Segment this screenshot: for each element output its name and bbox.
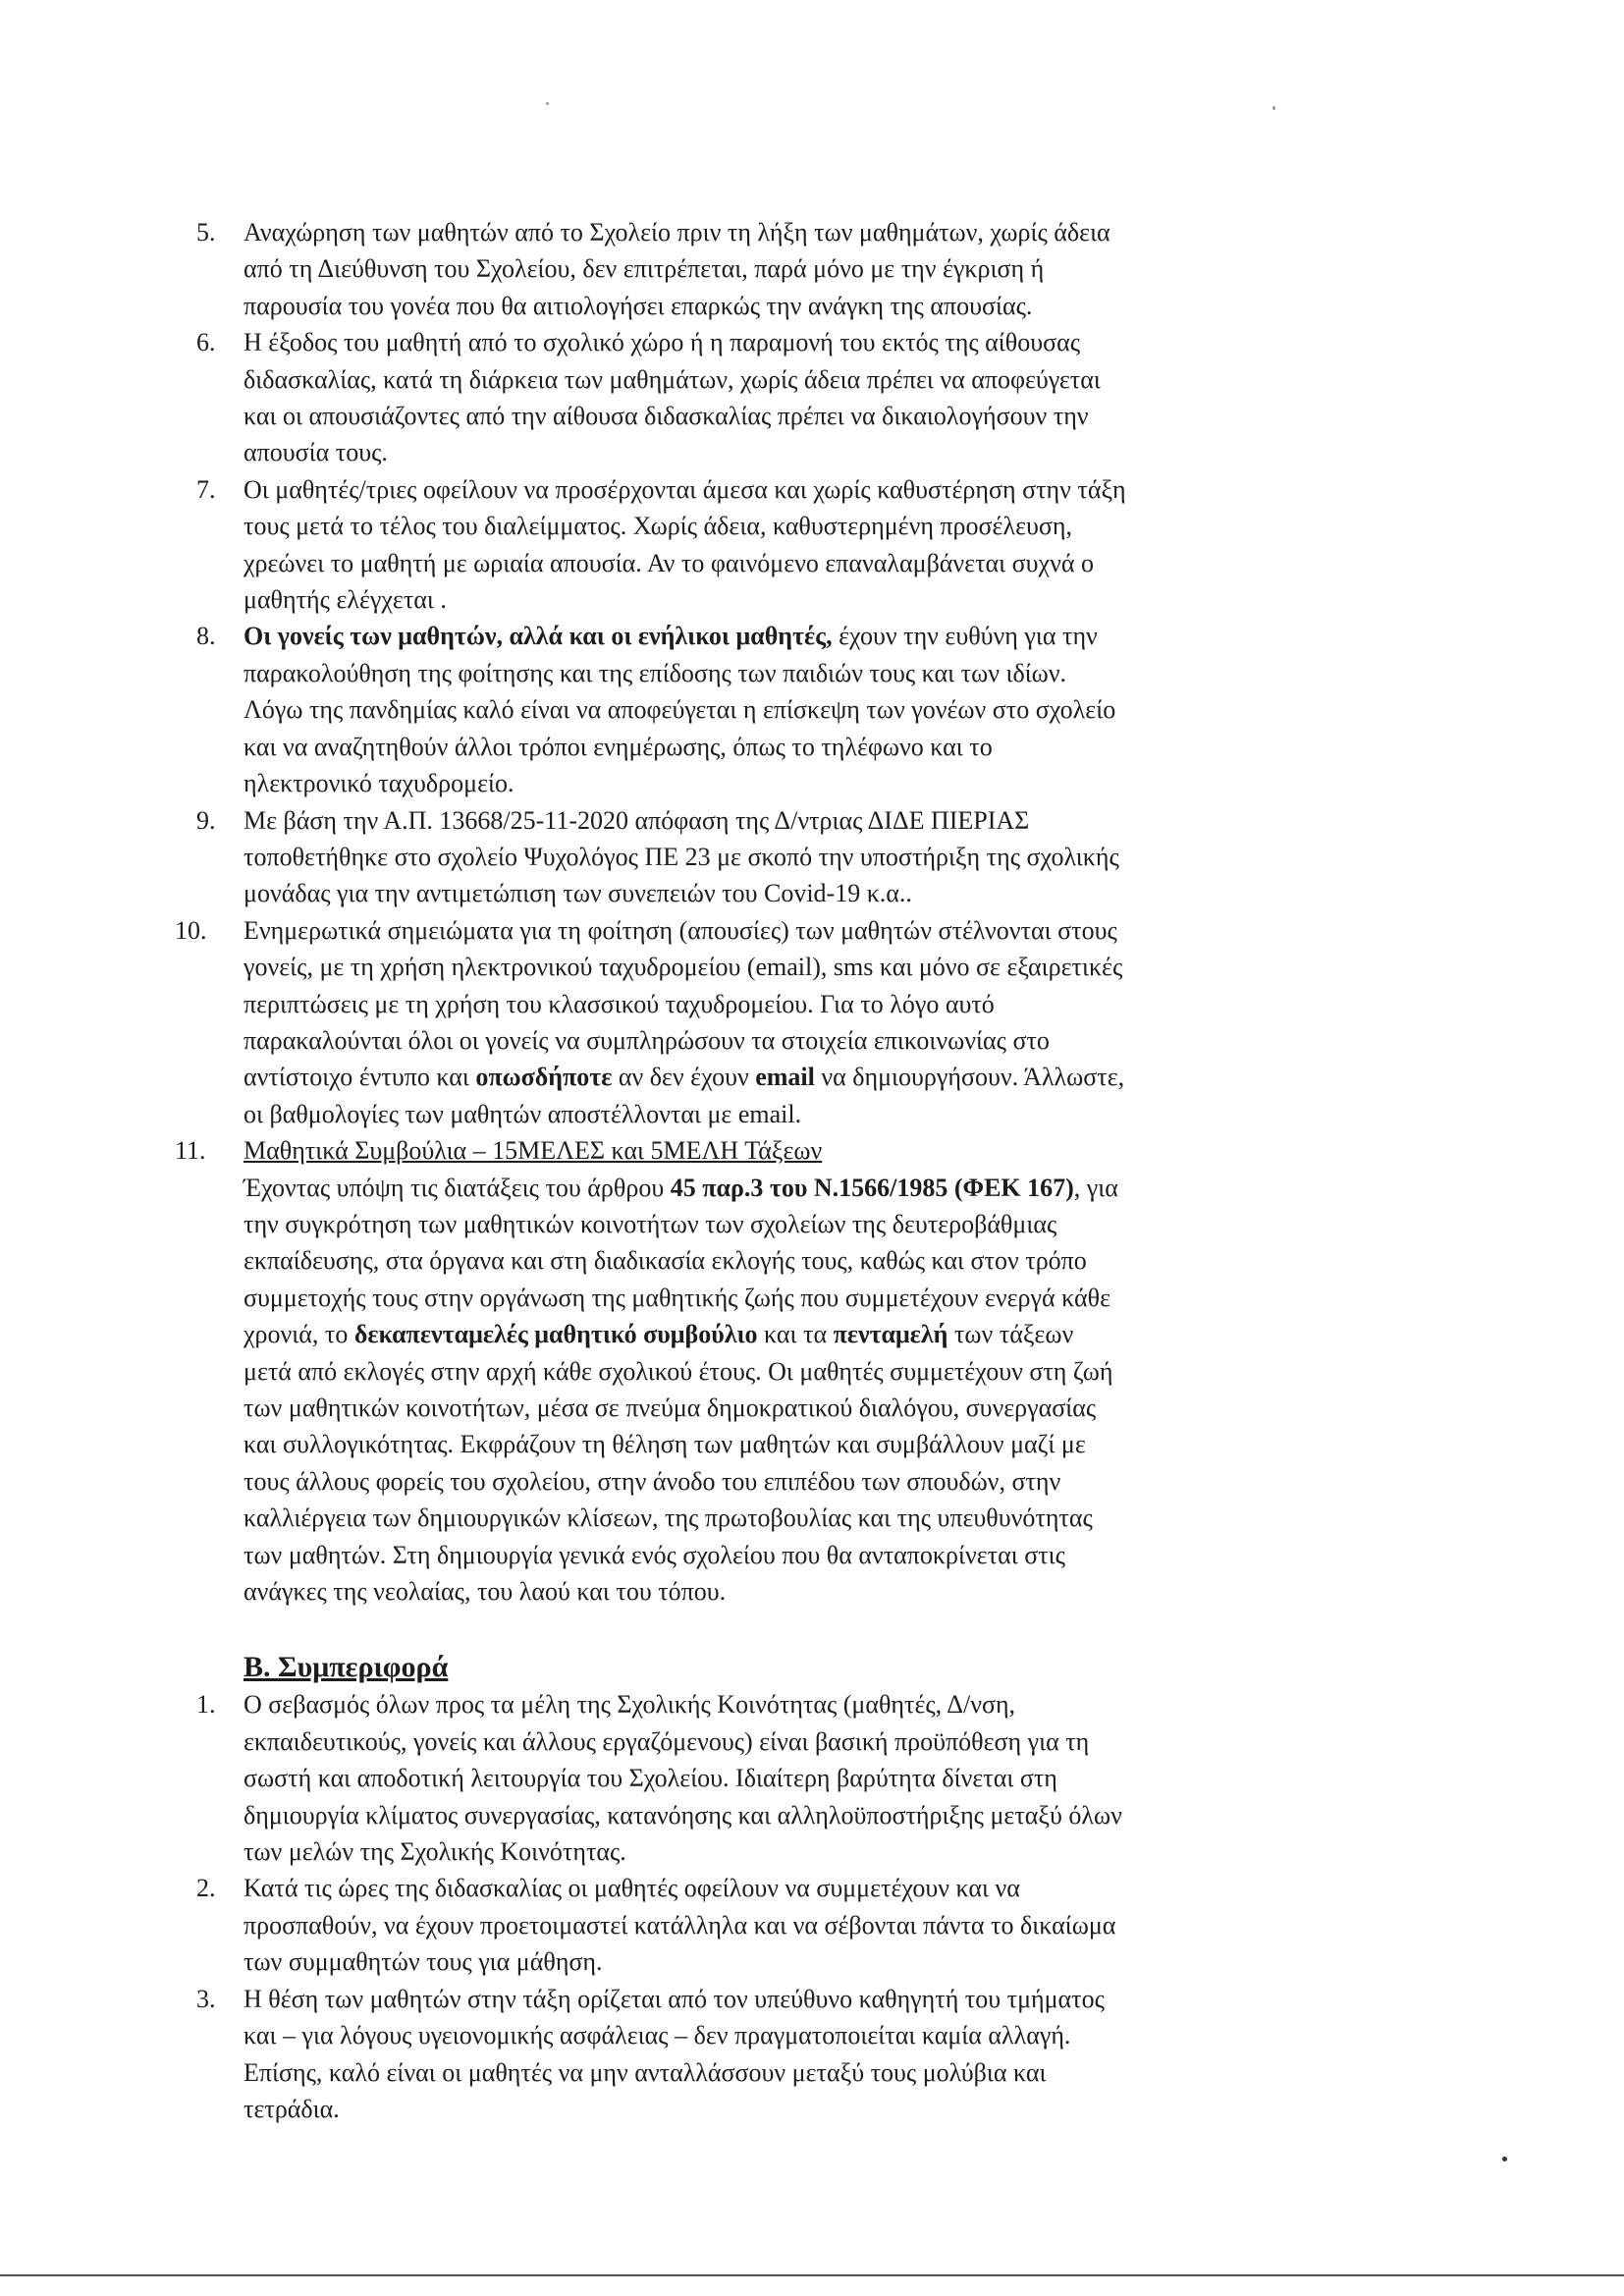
bold-text: Οι γονείς των μαθητών, αλλά και οι ενήλικοι μαθητές, bbox=[244, 622, 833, 651]
text-segment: τους άλλους φορείς του σχολείου, στην άνοδο του επιπέδου των σπουδών, στην bbox=[244, 1466, 1061, 1496]
text-segment: καλλιέργεια των δημιουργικών κλίσεων, της πρωτοβουλίας και της υπευθυνότητας bbox=[244, 1503, 1093, 1533]
text-line bbox=[244, 1096, 1355, 1132]
text-line bbox=[244, 214, 1355, 250]
text-line bbox=[244, 361, 1355, 398]
text-segment: χρεώνει το μαθητή με ωριαία απουσία. Αν το φαινόμενο επαναλαμβάνεται συχνά ο bbox=[244, 548, 1094, 577]
bold-text: email bbox=[755, 1063, 815, 1092]
text-line bbox=[244, 508, 1355, 544]
text-line bbox=[244, 1870, 1355, 1906]
section-b-heading: Β. Συμπεριφορά bbox=[244, 1651, 449, 1684]
list-item bbox=[196, 214, 1355, 324]
scan-speck bbox=[1502, 2157, 1507, 2161]
list-item bbox=[175, 912, 1355, 1132]
text-segment: από τη Διεύθυνση του Σχολείου, δεν επιτρέπεται, παρά μόνο με την έγκριση ή bbox=[244, 254, 1045, 284]
text-line bbox=[244, 729, 1355, 765]
text-line bbox=[244, 655, 1355, 691]
text-segment: Λόγω της πανδημίας καλό είναι να αποφεύγεται η επίσκεψη των γονέων στο σχολείο bbox=[244, 695, 1116, 725]
item-number: 7. bbox=[196, 474, 216, 504]
text-segment: Η θέση των μαθητών στην τάξη ορίζεται από τον υπεύθυνο καθηγητή του τμήματος bbox=[244, 1984, 1105, 2013]
bold-text: οπωσδήποτε bbox=[475, 1063, 613, 1092]
text-segment: Αναχώρηση των μαθητών από το Σχολείο πριν τη λήξη των μαθημάτων, χωρίς άδεια bbox=[244, 218, 1110, 246]
text-line bbox=[244, 1242, 1355, 1279]
text-segment: και τα bbox=[757, 1320, 834, 1349]
text-segment: Ενημερωτικά σημειώματα για τη φοίτηση (απουσίες) των μαθητών στέλνονται στους bbox=[244, 915, 1117, 945]
list-item bbox=[196, 618, 1355, 801]
text-segment: Με βάση την Α.Π. 13668/25-11-2020 απόφαση της Δ/ντριας ΔΙΔΕ ΠΙΕΡΙΑΣ bbox=[244, 805, 1030, 835]
text-segment: προσπαθούν, να έχουν προετοιμαστεί κατάλληλα και να σέβονται πάντα το δικαίωμα bbox=[244, 1910, 1116, 1940]
list-item bbox=[196, 324, 1355, 471]
text-line bbox=[244, 250, 1355, 287]
text-line bbox=[244, 1353, 1355, 1390]
item-number: 6. bbox=[196, 328, 216, 357]
text-segment: Οι μαθητές/τριες οφείλουν να προσέρχονται άμεσα και χωρίς καθυστέρηση στην τάξη bbox=[244, 474, 1126, 504]
list-item bbox=[196, 1686, 1355, 1870]
text-segment: μονάδας για την αντιμετώπιση των συνεπειών του Covid-19 κ.α.. bbox=[244, 879, 912, 908]
bold-text: 45 παρ.3 του Ν.1566/1985 (ΦΕΚ 167) bbox=[670, 1173, 1074, 1202]
list-item bbox=[175, 1132, 1355, 1610]
text-line bbox=[244, 1132, 1355, 1169]
text-line bbox=[244, 765, 1355, 801]
text-segment: και συλλογικότητας. Εκφράζουν τη θέληση των μαθητών και συμβάλλουν μαζί με bbox=[244, 1430, 1086, 1459]
text-line bbox=[244, 2091, 1355, 2127]
text-line bbox=[244, 875, 1355, 911]
text-line bbox=[244, 2017, 1355, 2053]
text-line bbox=[244, 1943, 1355, 1980]
text-line bbox=[244, 1686, 1355, 1722]
text-line bbox=[244, 949, 1355, 985]
text-segment: και – για λόγους υγειονομικής ασφάλειας – δεν πραγματοποιείται καμία αλλαγή. bbox=[244, 2021, 1071, 2050]
text-segment: γονείς, με τη χρήση ηλεκτρονικού ταχυδρομείου (email), sms και μόνο σε εξαιρετικές bbox=[244, 953, 1123, 982]
underlined-heading: Μαθητικά Συμβούλια – 15ΜΕΛΕΣ και 5ΜΕΛΗ Τάξεων bbox=[244, 1136, 823, 1166]
text-line bbox=[244, 434, 1355, 470]
text-segment: των τάξεων bbox=[947, 1320, 1074, 1349]
text-line bbox=[244, 2054, 1355, 2091]
text-line bbox=[244, 398, 1355, 434]
text-line bbox=[244, 1280, 1355, 1316]
text-line bbox=[244, 912, 1355, 949]
scan-speck bbox=[1272, 106, 1275, 110]
text-segment: των μελών της Σχολικής Κοινότητας. bbox=[244, 1837, 626, 1867]
text-line bbox=[244, 618, 1355, 654]
item-number: 8. bbox=[196, 622, 216, 651]
text-line bbox=[244, 1316, 1355, 1352]
text-segment: ηλεκτρονικό ταχυδρομείο. bbox=[244, 769, 514, 798]
text-line bbox=[244, 545, 1355, 581]
item-number: 5. bbox=[196, 218, 216, 246]
item-number: 1. bbox=[196, 1690, 216, 1720]
text-line bbox=[244, 1907, 1355, 1943]
bold-text: πενταμελή bbox=[833, 1320, 948, 1349]
text-segment: να δημιουργήσουν. Άλλωστε, bbox=[814, 1063, 1125, 1092]
text-line bbox=[244, 802, 1355, 839]
list-item bbox=[196, 1981, 1355, 2128]
text-segment: Η έξοδος του μαθητή από το σχολικό χώρο ή η παραμονή του εκτός της αίθουσας bbox=[244, 328, 1081, 357]
text-segment: εκπαίδευσης, στα όργανα και στη διαδικασία εκλογής τους, καθώς και στον τρόπο bbox=[244, 1246, 1087, 1276]
text-segment: Κατά τις ώρες της διδασκαλίας οι μαθητές οφείλουν να συμμετέχουν και να bbox=[244, 1874, 1020, 1903]
text-line bbox=[244, 1797, 1355, 1833]
text-segment: τετράδια. bbox=[244, 2094, 340, 2123]
text-segment: τοποθετήθηκε στο σχολείο Ψυχολόγος ΠΕ 23 με σκοπό την υποστήριξη της σχολικής bbox=[244, 842, 1119, 871]
item-number: 2. bbox=[196, 1874, 216, 1903]
text-line bbox=[244, 839, 1355, 875]
item-number: 11. bbox=[175, 1136, 206, 1166]
text-line bbox=[244, 1390, 1355, 1426]
item-number: 9. bbox=[196, 805, 216, 835]
text-segment: έχουν την ευθύνη για την bbox=[832, 622, 1098, 651]
text-segment: Ο σεβασμός όλων προς τα μέλη της Σχολικής Κοινότητας (μαθητές, Δ/νση, bbox=[244, 1690, 1016, 1720]
text-line bbox=[244, 471, 1355, 508]
text-segment: την συγκρότηση των μαθητικών κοινοτήτων των σχολείων της δευτεροβάθμιας bbox=[244, 1209, 1057, 1238]
text-segment: μετά από εκλογές στην αρχή κάθε σχολικού έτους. Οι μαθητές συμμετέχουν στη ζωή bbox=[244, 1356, 1113, 1386]
text-segment: περιπτώσεις με τη χρήση του κλασσικού ταχυδρομείου. Για το λόγο αυτό bbox=[244, 989, 995, 1018]
text-segment: απουσία τους. bbox=[244, 438, 388, 467]
text-line bbox=[244, 986, 1355, 1022]
text-line bbox=[244, 1760, 1355, 1796]
text-line bbox=[244, 581, 1355, 618]
text-segment: δημιουργία κλίματος συνεργασίας, κατανόησης και αλληλοϋποστήριξης μεταξύ όλων bbox=[244, 1800, 1122, 1830]
item-number: 10. bbox=[175, 915, 207, 945]
text-line bbox=[244, 1537, 1355, 1573]
text-line bbox=[244, 288, 1355, 324]
text-segment: συμμετοχής τους στην οργάνωση της μαθητικής ζωής που συμμετέχουν ενεργά κάθε bbox=[244, 1283, 1110, 1312]
text-segment: παρουσία του γονέα που θα αιτιολογήσει επαρκώς την ανάγκη της απουσίας. bbox=[244, 291, 1033, 320]
text-line bbox=[244, 1206, 1355, 1242]
text-segment: των συμμαθητών τους για μάθηση. bbox=[244, 1947, 603, 1977]
list-item bbox=[196, 471, 1355, 619]
text-line bbox=[244, 1463, 1355, 1500]
scan-speck bbox=[546, 102, 549, 105]
text-segment: αντίστοιχο έντυπο και bbox=[244, 1063, 476, 1092]
bold-text: δεκαπενταμελές μαθητικό συμβούλιο bbox=[353, 1320, 758, 1349]
text-line bbox=[244, 1170, 1355, 1206]
text-line bbox=[244, 1573, 1355, 1610]
text-segment: χρονιά, το bbox=[244, 1320, 354, 1349]
text-segment: σωστή και αποδοτική λειτουργία του Σχολείου. Ιδιαίτερη βαρύτητα δίνεται στη bbox=[244, 1764, 1057, 1793]
text-line bbox=[244, 1059, 1355, 1095]
section-b-list bbox=[196, 1686, 1355, 2127]
text-segment: αν δεν έχουν bbox=[612, 1063, 756, 1092]
document-body bbox=[175, 214, 1355, 2127]
scan-bottom-edge bbox=[0, 2274, 1624, 2276]
text-segment: παρακολούθηση της φοίτησης και της επίδοσης των παιδιών τους και των ιδίων. bbox=[244, 658, 1067, 687]
section-a-list bbox=[175, 214, 1355, 1610]
list-item bbox=[196, 1870, 1355, 1980]
text-segment: τους μετά το τέλος του διαλείμματος. Χωρίς άδεια, καθυστερημένη προσέλευση, bbox=[244, 512, 1072, 541]
text-segment: μαθητής ελέγχεται . bbox=[244, 585, 447, 615]
text-segment: των μαθητών. Στη δημιουργία γενικά ενός σχολείου που θα ανταποκρίνεται στις bbox=[244, 1540, 1065, 1569]
text-segment: των μαθητικών κοινοτήτων, μέσα σε πνεύμα δημοκρατικού διαλόγου, συνεργασίας bbox=[244, 1394, 1097, 1422]
text-segment: διδασκαλίας, κατά τη διάρκεια των μαθημάτων, χωρίς άδεια πρέπει να αποφεύγεται bbox=[244, 364, 1101, 394]
item-number: 3. bbox=[196, 1984, 216, 2013]
text-line bbox=[244, 1426, 1355, 1462]
text-segment: , για bbox=[1073, 1173, 1118, 1202]
text-segment: εκπαιδευτικούς, γονείς και άλλους εργαζόμενους) είναι βασική προϋπόθεση για τη bbox=[244, 1726, 1090, 1756]
text-line bbox=[244, 1022, 1355, 1059]
text-line bbox=[244, 324, 1355, 360]
text-segment: και οι απουσιάζοντες από την αίθουσα διδασκαλίας πρέπει να δικαιολογήσουν την bbox=[244, 402, 1089, 431]
text-segment: παρακαλούνται όλοι οι γονείς να συμπληρώσουν τα στοιχεία επικοινωνίας στο bbox=[244, 1025, 1050, 1055]
text-line bbox=[244, 1833, 1355, 1870]
text-segment: οι βαθμολογίες των μαθητών αποστέλλονται με email. bbox=[244, 1099, 802, 1128]
text-segment: Επίσης, καλό είναι οι μαθητές να μην ανταλλάσσουν μεταξύ τους μολύβια και bbox=[244, 2057, 1047, 2087]
list-item bbox=[196, 802, 1355, 912]
text-line bbox=[244, 1981, 1355, 2017]
text-segment: ανάγκες της νεολαίας, του λαού και του τόπου. bbox=[244, 1577, 727, 1607]
text-line bbox=[244, 1500, 1355, 1536]
text-line bbox=[244, 691, 1355, 728]
text-segment: Έχοντας υπόψη τις διατάξεις του άρθρου bbox=[244, 1173, 671, 1202]
text-segment: και να αναζητηθούν άλλοι τρόποι ενημέρωσης, όπως το τηλέφωνο και το bbox=[244, 732, 993, 761]
text-line bbox=[244, 1723, 1355, 1760]
